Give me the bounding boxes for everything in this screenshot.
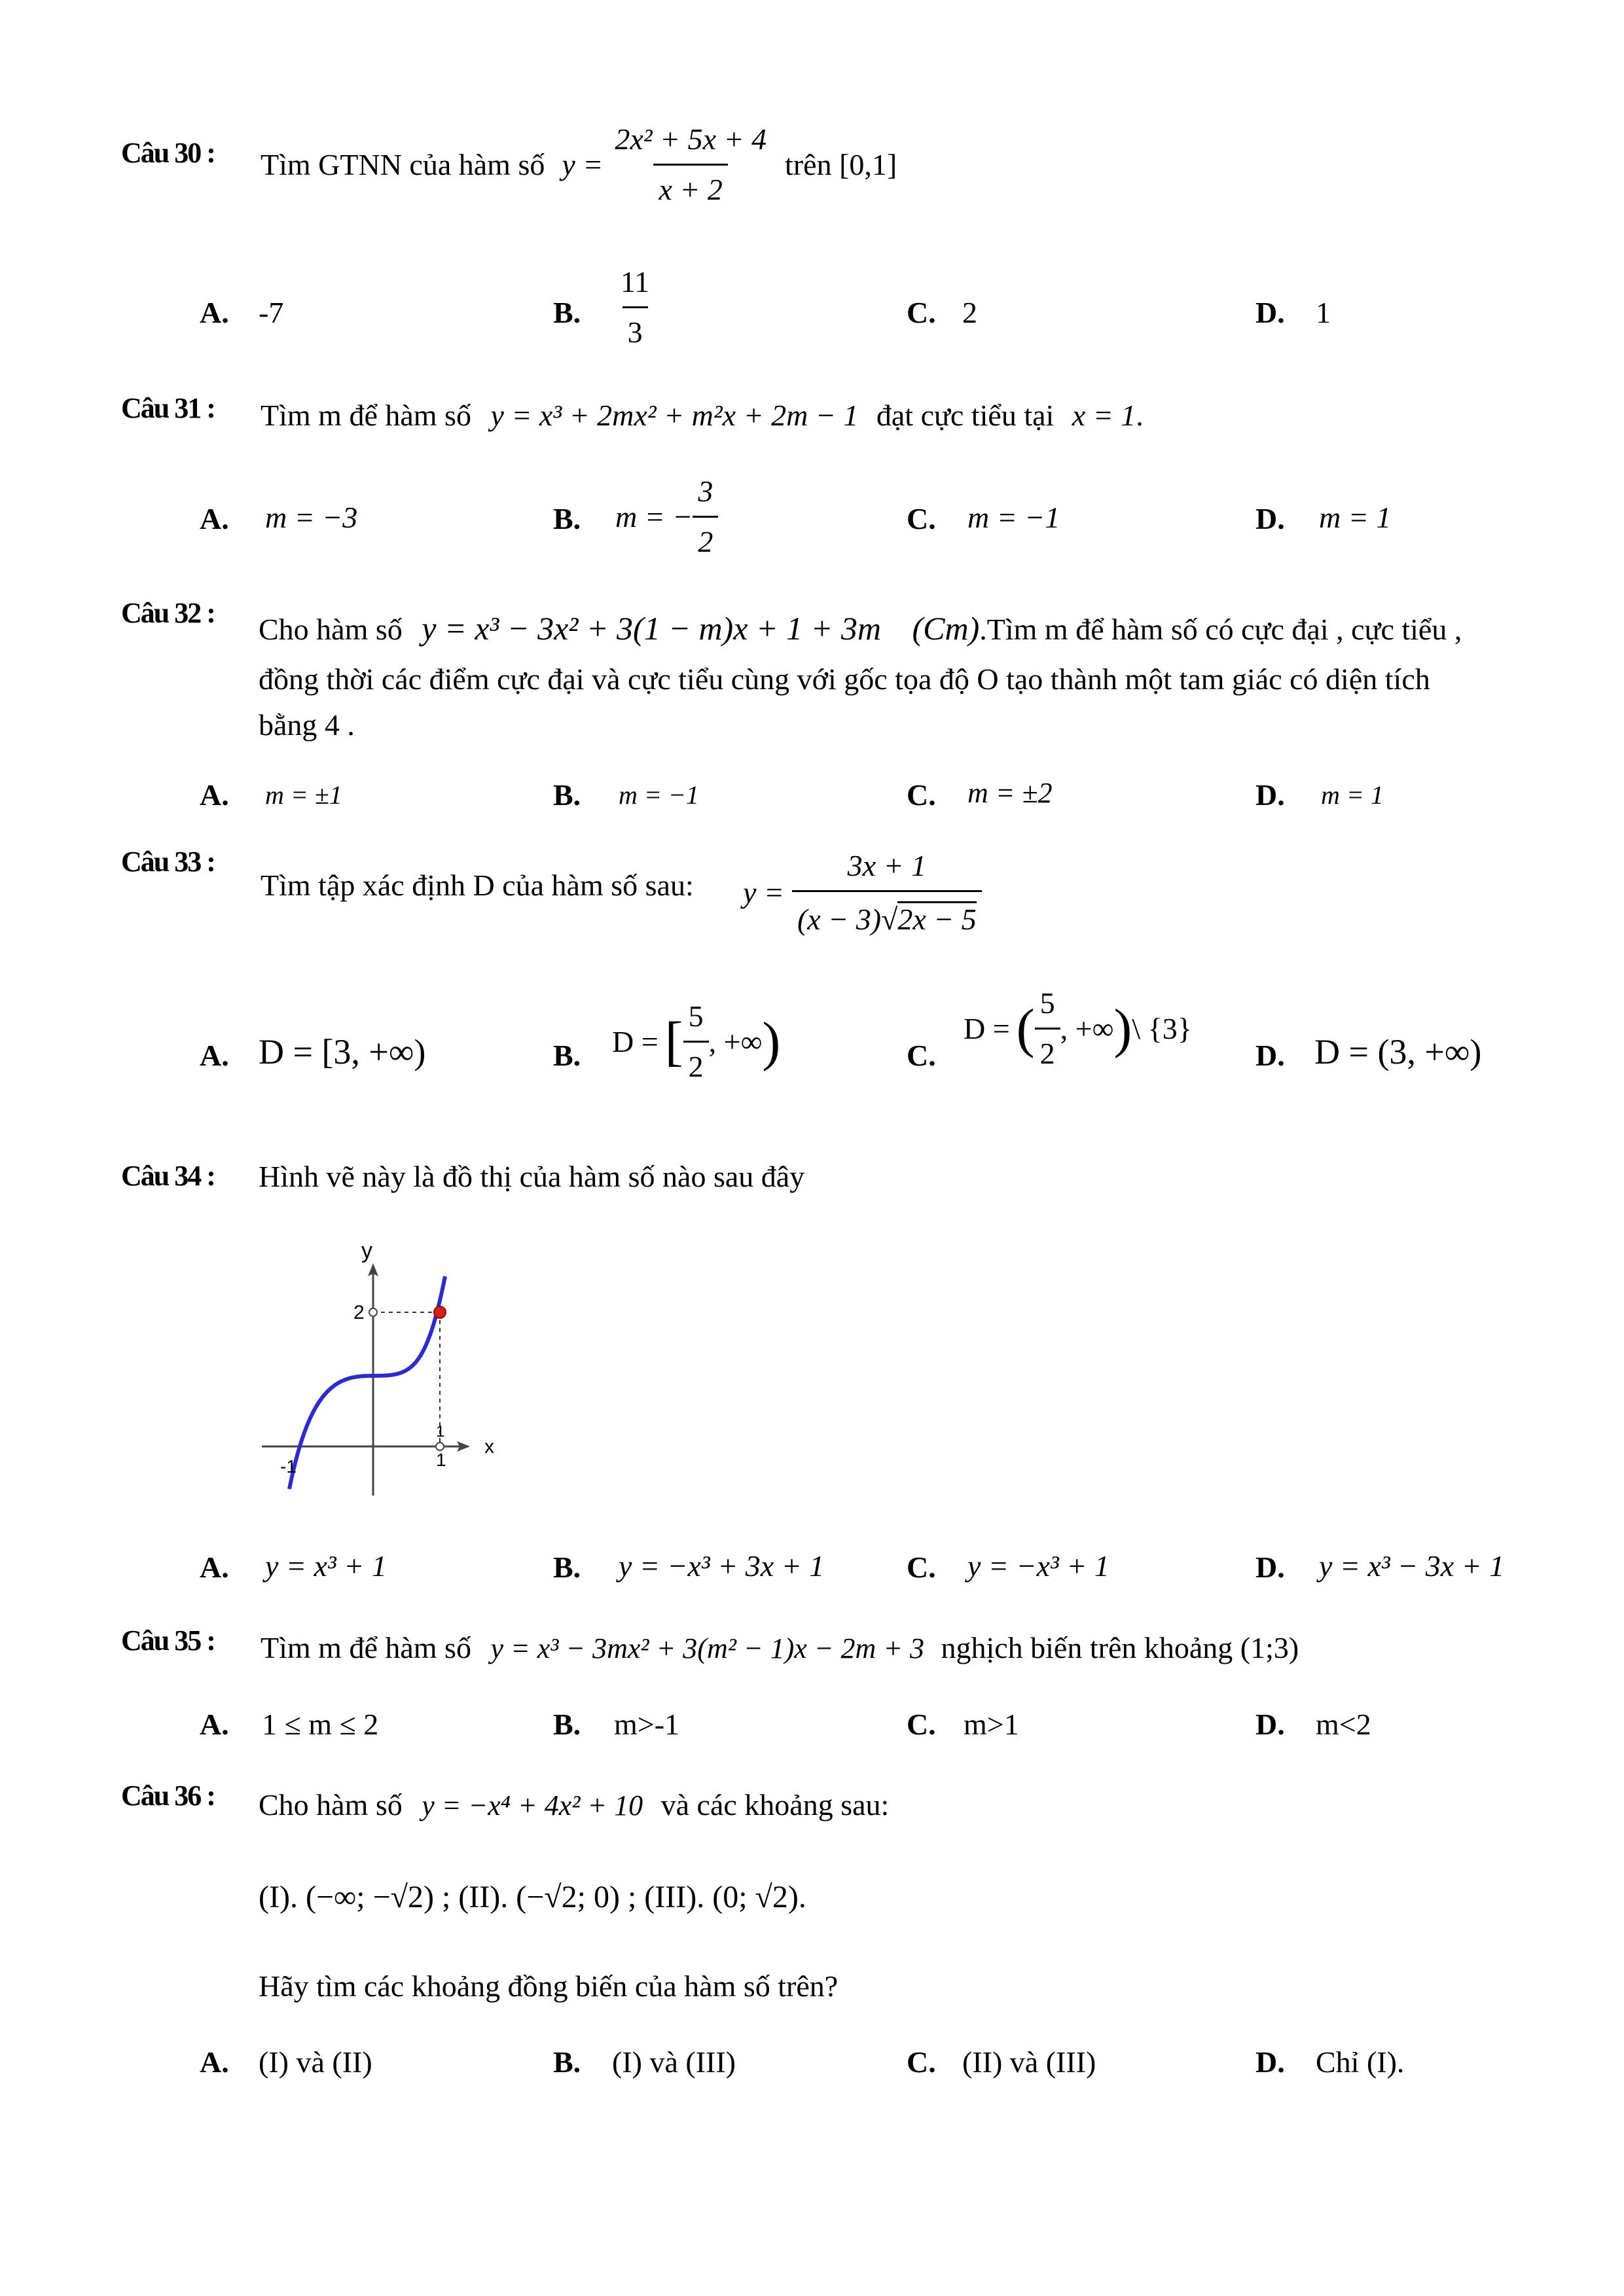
formula: y = x³ − 3x² + 3(1 − m)x + 1 + 3m: [422, 610, 881, 647]
prompt-line: bằng 4 .: [259, 708, 355, 742]
option-letter-b: B.: [553, 778, 581, 812]
option-letter-c: C.: [907, 1551, 936, 1584]
option-b[interactable]: m = −1: [619, 780, 699, 810]
option-d[interactable]: m = 1: [1321, 780, 1384, 810]
formula: y = −x⁴ + 4x² + 10: [422, 1789, 643, 1821]
prompt-text: .Tìm m để hàm số có cực đại , cực tiểu ,: [979, 613, 1462, 646]
option-a[interactable]: (I) và (II): [259, 2045, 372, 2079]
option-letter-c: C.: [907, 1708, 936, 1741]
option-b[interactable]: $\frac{11}{3}$: [621, 265, 650, 349]
x-tick-label: 1: [436, 1450, 446, 1470]
option-letter-b: B.: [553, 2045, 581, 2079]
y-tick-label: 2: [353, 1302, 365, 1323]
prompt-line: đồng thời các điểm cực đại và cực tiểu cùng với gốc tọa độ O tạo thành một tam giác có diện tích: [259, 662, 1430, 696]
prompt-text: và các khoảng sau:: [660, 1788, 890, 1821]
option-d[interactable]: y = x³ − 3x + 1: [1319, 1549, 1505, 1583]
option-letter-d: D.: [1255, 1551, 1285, 1584]
question-label: Câu 35 :: [121, 1624, 215, 1657]
option-c[interactable]: m = ±2: [967, 777, 1053, 809]
option-a[interactable]: m = −3: [265, 501, 358, 534]
option-b[interactable]: (I) và (III): [612, 2045, 736, 2079]
option-letter-a: A.: [200, 1708, 229, 1741]
prompt-text: nghịch biến trên khoảng (1;3): [941, 1631, 1299, 1664]
question-label: Câu 30 :: [121, 137, 215, 169]
x-tick-label-small: 1: [436, 1423, 445, 1441]
option-c[interactable]: y = −x³ + 1: [967, 1549, 1110, 1583]
graph-svg: [249, 1230, 524, 1518]
prompt-text: Tìm GTNN của hàm số: [261, 147, 545, 181]
question-prompt: Tìm m để hàm số y = x³ + 2mx² + m²x + 2m − 1 đạt cực tiểu tại x = 1.: [261, 399, 1144, 432]
y-axis-label: y: [361, 1238, 372, 1263]
option-letter-d: D.: [1255, 2045, 1285, 2079]
option-letter-b: B.: [553, 296, 581, 329]
option-letter-c: C.: [907, 502, 936, 535]
option-a[interactable]: 1 ≤ m ≤ 2: [262, 1708, 379, 1741]
question-prompt: [261, 124, 897, 205]
question-prompt: [259, 1790, 889, 1820]
formula-lhs: y =: [562, 147, 604, 181]
question-prompt: [261, 1633, 1299, 1663]
question-prompt: Tìm tập xác định D của hàm số sau:: [261, 869, 694, 902]
option-letter-d: D.: [1255, 1708, 1285, 1741]
question-prompt: [259, 612, 1462, 645]
option-letter-a: A.: [200, 778, 229, 812]
option-letter-b: B.: [553, 1039, 581, 1072]
option-letter-d: D.: [1255, 502, 1285, 535]
option-letter-d: D.: [1255, 778, 1285, 812]
option-b[interactable]: m>-1: [614, 1708, 680, 1741]
formula: y = x³ − 3mx² + 3(m² − 1)x − 2m + 3: [490, 1632, 924, 1664]
question-label: Câu 36 :: [121, 1780, 215, 1812]
question-label: Câu 34 :: [121, 1160, 215, 1192]
sub-question: Hãy tìm các khoảng đồng biến của hàm số trên?: [259, 1969, 839, 2003]
option-letter-c: C.: [907, 2045, 936, 2079]
prompt-text: Cho hàm số: [259, 613, 403, 646]
prompt-text: Cho hàm số: [259, 1788, 403, 1821]
prompt-text: Tìm m để hàm số: [261, 1631, 471, 1664]
option-c[interactable]: m = −1: [967, 501, 1060, 534]
option-c[interactable]: (II) và (III): [962, 2045, 1096, 2079]
question-prompt: Hình vẽ này là đồ thị của hàm số nào sau đây: [259, 1160, 805, 1193]
option-letter-b: B.: [553, 502, 581, 535]
option-letter-a: A.: [200, 1039, 229, 1072]
option-c[interactable]: D = ( $\frac{5}{2}$ , +∞ ) \ {3}: [964, 986, 1192, 1070]
formula: y = x³ + 2mx² + m²x + 2m − 1: [490, 399, 859, 432]
y-tick-marker: [369, 1308, 377, 1316]
option-d[interactable]: 1: [1316, 296, 1331, 329]
option-b[interactable]: D = [ $\frac{5}{2}$ , +∞ ): [612, 999, 781, 1083]
condition: x = 1: [1072, 399, 1136, 432]
interval-list: (I). (−∞; −√2) ; (II). (−√2; 0) ; (III). (0; √2).: [259, 1880, 806, 1914]
function-graph: [249, 1230, 524, 1518]
option-letter-d: D.: [1255, 296, 1285, 329]
function-curve: [289, 1276, 445, 1489]
formula-fraction: $\frac{\text{2x² + 5x + 4}}{x + 2}$: [615, 122, 767, 206]
option-a[interactable]: -7: [259, 296, 284, 329]
option-a[interactable]: m = ±1: [265, 780, 342, 810]
option-c[interactable]: 2: [962, 296, 977, 329]
option-letter-c: C.: [907, 1039, 936, 1072]
option-a[interactable]: D = [3, +∞): [259, 1032, 426, 1071]
option-letter-a: A.: [200, 1551, 229, 1584]
prompt-text: Tìm m để hàm số: [261, 399, 471, 432]
option-d[interactable]: D = (3, +∞): [1314, 1032, 1482, 1071]
option-d[interactable]: m<2: [1316, 1708, 1371, 1741]
question-label: Câu 32 :: [121, 597, 215, 629]
question-label: Câu 33 :: [121, 846, 215, 878]
x-axis-label: x: [484, 1436, 494, 1458]
option-a[interactable]: y = x³ + 1: [265, 1549, 387, 1583]
option-letter-a: A.: [200, 296, 229, 329]
option-letter-b: B.: [553, 1708, 581, 1741]
option-letter-c: C.: [907, 296, 936, 329]
option-letter-b: B.: [553, 1551, 581, 1584]
option-letter-c: C.: [907, 778, 936, 812]
curve-name: (Cm): [912, 610, 980, 647]
option-c[interactable]: m>1: [964, 1708, 1019, 1741]
formula: y = $\frac{3x + 1}{(x - 3)√2x - 5}$: [743, 851, 982, 935]
option-letter-a: A.: [200, 2045, 229, 2079]
option-b[interactable]: y = −x³ + 3x + 1: [619, 1549, 825, 1583]
highlight-point: [434, 1306, 446, 1318]
question-label: Câu 31 :: [121, 392, 215, 424]
option-b[interactable]: m = − $\frac{3}{2}$: [615, 476, 718, 557]
option-letter-d: D.: [1255, 1039, 1285, 1072]
option-d[interactable]: m = 1: [1319, 501, 1392, 534]
prompt-text: đạt cực tiểu tại: [876, 399, 1055, 432]
prompt-text: trên [0,1]: [785, 147, 897, 181]
option-letter-a: A.: [200, 502, 229, 535]
option-d[interactable]: Chỉ (I).: [1316, 2045, 1405, 2079]
x-neg-tick-label: -1: [280, 1456, 297, 1477]
